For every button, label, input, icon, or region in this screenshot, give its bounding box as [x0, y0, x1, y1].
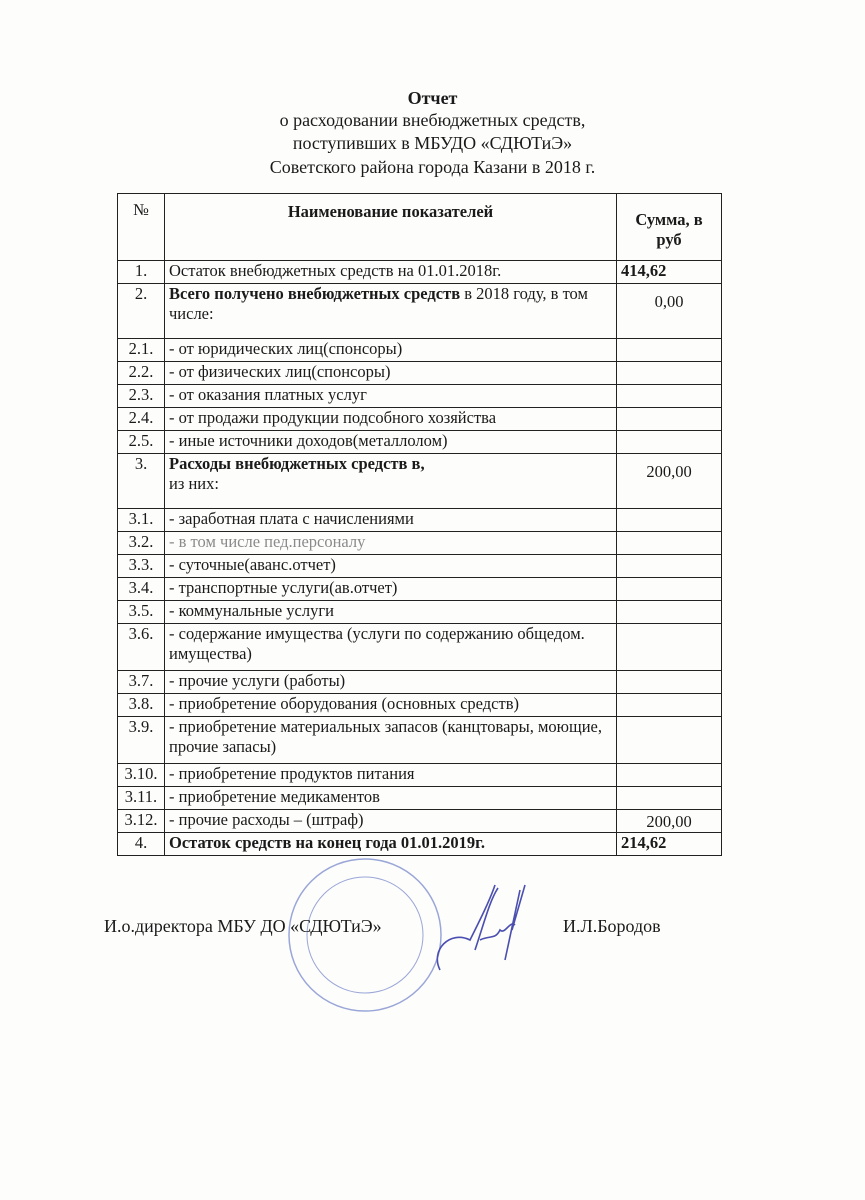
- row-sum: 0,00: [617, 284, 722, 339]
- row-name-text: - прочие услуги (работы): [169, 671, 346, 690]
- doc-subtitle-3: Советского района города Казани в 2018 г.: [269, 157, 596, 177]
- row-number: 3.: [118, 454, 165, 509]
- row-sum: [617, 764, 722, 787]
- row-number: 3.8.: [118, 694, 165, 717]
- row-number: 3.4.: [118, 578, 165, 601]
- row-name: [165, 408, 617, 431]
- row-sum: 200,00: [617, 454, 722, 509]
- row-number: 3.2.: [118, 532, 165, 555]
- table-row: [118, 284, 722, 339]
- row-sum: [617, 601, 722, 624]
- row-name: [165, 624, 617, 671]
- row-name-text: - иные источники доходов(металлолом): [169, 431, 448, 450]
- row-sum: [617, 578, 722, 601]
- row-name: [165, 601, 617, 624]
- row-name-text: в 2018 году, в том числе:: [169, 284, 588, 323]
- row-number: 3.9.: [118, 717, 165, 764]
- table-row: [118, 555, 722, 578]
- row-number: 3.11.: [118, 787, 165, 810]
- row-name-text: Остаток внебюджетных средств на 01.01.2018г.: [169, 261, 502, 280]
- table-header: [118, 194, 722, 261]
- row-name: [165, 385, 617, 408]
- row-sum: [617, 671, 722, 694]
- row-name: [165, 284, 617, 339]
- row-name: [165, 833, 617, 856]
- row-name-bold: Всего получено внебюджетных средств: [169, 284, 461, 303]
- row-name-text: - прочие расходы – (штраф): [169, 810, 364, 829]
- row-name-text: - содержание имущества (услуги по содержанию общедом. имущества): [169, 624, 585, 663]
- row-name: [165, 454, 617, 509]
- row-sum: [617, 624, 722, 671]
- col-header-num: №: [118, 194, 165, 261]
- row-number: 2.5.: [118, 431, 165, 454]
- table-row: [118, 787, 722, 810]
- row-name-text: - от юридических лиц(спонсоры): [169, 339, 403, 358]
- row-number: 3.3.: [118, 555, 165, 578]
- row-sum: [617, 431, 722, 454]
- row-name-text: - коммунальные услуги: [169, 601, 334, 620]
- row-name: [165, 261, 617, 284]
- table-row: [118, 261, 722, 284]
- doc-subtitle-2: поступивших в МБУДО «СДЮТиЭ»: [292, 133, 573, 153]
- row-number: 3.6.: [118, 624, 165, 671]
- row-name: [165, 578, 617, 601]
- row-number: 3.5.: [118, 601, 165, 624]
- row-number: 3.10.: [118, 764, 165, 787]
- table-row: [118, 717, 722, 764]
- table-row: [118, 601, 722, 624]
- row-sum: [617, 362, 722, 385]
- table-row: [118, 810, 722, 833]
- col-header-sum: Сумма, в руб: [617, 194, 722, 261]
- col-header-name: Наименование показателей: [165, 194, 617, 261]
- row-sum: [617, 408, 722, 431]
- row-sum: [617, 339, 722, 362]
- doc-subtitle-1: о расходовании внебюджетных средств,: [279, 110, 586, 130]
- row-name-text: - приобретение оборудования (основных средств): [169, 694, 519, 713]
- row-number: 2.1.: [118, 339, 165, 362]
- row-name-text: - транспортные услуги(ав.отчет): [169, 578, 398, 597]
- row-name-text: - приобретение продуктов питания: [169, 764, 415, 783]
- row-name: [165, 555, 617, 578]
- row-number: 3.1.: [118, 509, 165, 532]
- table-row: [118, 431, 722, 454]
- table-row: [118, 578, 722, 601]
- row-number: 1.: [118, 261, 165, 284]
- row-name-text: - от продажи продукции подсобного хозяйства: [169, 408, 497, 427]
- row-name-text: - от физических лиц(спонсоры): [169, 362, 391, 381]
- row-number: 2.2.: [118, 362, 165, 385]
- row-name-text: - приобретение медикаментов: [169, 787, 380, 806]
- row-name: [165, 694, 617, 717]
- row-name-text: - от оказания платных услуг: [169, 385, 367, 404]
- table-row: [118, 532, 722, 555]
- row-name-text: из них:: [169, 474, 219, 493]
- row-name-bold: Остаток средств на конец года 01.01.2019г.: [169, 833, 485, 852]
- row-sum: [617, 509, 722, 532]
- table-row: [118, 833, 722, 856]
- row-name: [165, 810, 617, 833]
- row-name: [165, 362, 617, 385]
- row-name: [165, 787, 617, 810]
- row-name-text: - приобретение материальных запасов (канцтовары, моющие, прочие запасы): [169, 717, 602, 756]
- row-sum: [617, 787, 722, 810]
- table-row: [118, 385, 722, 408]
- row-sum: [617, 532, 722, 555]
- row-name: [165, 764, 617, 787]
- row-sum: 414,62: [617, 261, 722, 284]
- row-number: 2.3.: [118, 385, 165, 408]
- table-row: [118, 362, 722, 385]
- row-name: [165, 339, 617, 362]
- table-row: [118, 509, 722, 532]
- row-name: [165, 532, 617, 555]
- row-sum: 200,00: [617, 810, 722, 833]
- table-row: [118, 339, 722, 362]
- row-sum: [617, 717, 722, 764]
- row-name-text: - суточные(аванс.отчет): [169, 555, 336, 574]
- row-name: [165, 671, 617, 694]
- row-number: 4.: [118, 833, 165, 856]
- row-sum: 214,62: [617, 833, 722, 856]
- row-name: [165, 509, 617, 532]
- row-number: 3.12.: [118, 810, 165, 833]
- signatory-position: И.о.директора МБУ ДО «СДЮТиЭ»: [104, 916, 382, 936]
- signatory-name: И.Л.Бородов: [563, 916, 661, 936]
- table-row: [118, 408, 722, 431]
- row-number: 3.7.: [118, 671, 165, 694]
- row-name-bold: Расходы внебюджетных средств в,: [169, 454, 425, 473]
- row-name: [165, 431, 617, 454]
- row-name: [165, 717, 617, 764]
- row-sum: [617, 385, 722, 408]
- row-sum: [617, 694, 722, 717]
- row-number: 2.4.: [118, 408, 165, 431]
- row-number: 2.: [118, 284, 165, 339]
- doc-title: Отчет: [407, 88, 458, 108]
- table-row: [118, 671, 722, 694]
- row-name-text: - в том числе пед.персоналу: [169, 532, 366, 551]
- table-row: [118, 624, 722, 671]
- handwritten-signature: [420, 880, 530, 980]
- table-row: [118, 454, 722, 509]
- row-sum: [617, 555, 722, 578]
- table-row: [118, 694, 722, 717]
- report-table: [117, 193, 722, 856]
- row-name-text: - заработная плата с начислениями: [169, 509, 414, 528]
- table-row: [118, 764, 722, 787]
